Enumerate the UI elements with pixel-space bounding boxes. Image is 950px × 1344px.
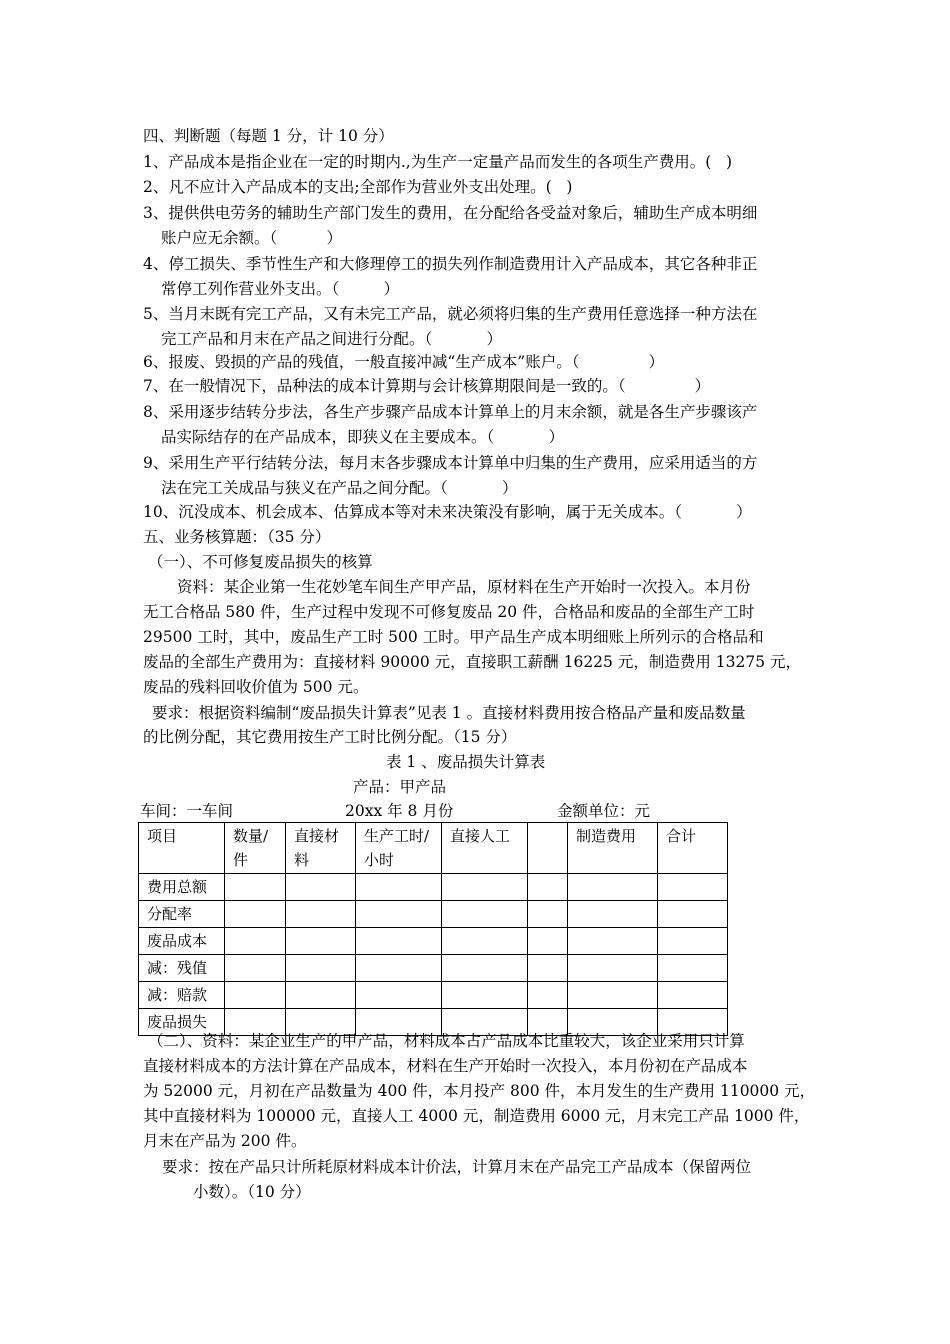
part2-line-5: 月末在产品为 200 件。 — [143, 1132, 307, 1150]
tf-question-10: 10、沉没成本、机会成本、估算成本等对未来决策没有影响，属于无关成本。（ ） — [143, 503, 752, 521]
table-row — [139, 901, 728, 928]
col-header-quantity: 数量/件 — [225, 823, 286, 874]
requirement-line-2: 的比例分配，其它费用按生产工时比例分配。（15 分） — [143, 728, 517, 746]
row-label-allocation-rate: 分配率 — [139, 901, 225, 928]
col-header-overhead: 制造费用 — [568, 823, 658, 874]
col-header-item: 项目 — [139, 823, 225, 874]
table-row — [139, 955, 728, 982]
tf-question-4: 4、停工损失、季节性生产和大修理停工的损失列作制造费用计入产品成本，其它各种非正 — [143, 255, 758, 273]
material-line-2: 无工合格品 580 件，生产过程中发现不可修复废品 20 件，合格品和废品的全部生产工时 — [143, 603, 755, 621]
table-row — [139, 874, 728, 901]
table-workshop: 车间：一车间 — [140, 802, 234, 820]
table-row — [139, 928, 728, 955]
part2-line-3: 为 52000 元，月初在产品数量为 400 件，本月投产 800 件，本月发生的生产费用 110000 元， — [143, 1082, 816, 1100]
tf-question-6: 6、报废、毁损的产品的残值，一般直接冲减“生产成本”账户。（ ） — [143, 353, 664, 371]
col-header-total: 合计 — [658, 823, 728, 874]
part2-line-2: 直接材料成本的方法计算在产品成本，材料在生产开始时一次投入，本月份初在产品成本 — [143, 1057, 748, 1075]
material-line-4: 废品的全部生产费用为：直接材料 90000 元，直接职工薪酬 16225 元，制造费用 13275 元， — [143, 653, 801, 671]
section4-title: 四、判断题（每题 1 分，计 10 分） — [143, 127, 394, 145]
col-header-blank — [528, 823, 568, 874]
row-label-scrap-cost: 废品成本 — [139, 928, 225, 955]
col-header-direct-material: 直接材料 — [286, 823, 356, 874]
row-label-total-cost: 费用总额 — [139, 874, 225, 901]
tf-question-8-cont: 品实际结存的在产品成本，即狭义在主要成本。（ ） — [161, 428, 564, 446]
table-title: 表 1 、废品损失计算表 — [386, 753, 546, 771]
tf-question-3-cont: 账户应无余额。（ ） — [161, 229, 343, 247]
tf-question-9-cont: 法在完工关成品与狭义在产品之间分配。（ ） — [161, 479, 518, 497]
table-unit: 金额单位：元 — [557, 802, 651, 820]
table-row — [139, 982, 728, 1009]
part2-line-4: 其中直接材料为 100000 元，直接人工 4000 元，制造费用 6000 元，月末完工产品 1000 件， — [143, 1107, 810, 1125]
row-label-scrap-loss: 废品损失 — [139, 1009, 225, 1036]
tf-question-1: 1、产品成本是指企业在一定的时期内.,为生产一定量产品而发生的各项生产费用。( ) — [143, 153, 733, 171]
part2-requirement: 要求：按在产品只计所耗原材料成本计价法，计算月末在产品完工产品成本（保留两位 — [162, 1158, 752, 1176]
tf-question-3: 3、提供供电劳务的辅助生产部门发生的费用，在分配给各受益对象后，辅助生产成本明细 — [143, 204, 758, 222]
table-header-row — [139, 823, 728, 874]
tf-question-8: 8、采用逐步结转分步法，各生产步骤产品成本计算单上的月末余额，就是各生产步骤该产 — [143, 403, 758, 421]
tf-question-5: 5、当月末既有完工产品，又有未完工产品，就必须将归集的生产费用任意选择一种方法在 — [143, 305, 758, 323]
requirement-line-1: 要求：根据资料编制“废品损失计算表”见表 1 。直接材料费用按合格品产量和废品数量 — [152, 704, 746, 722]
scrap-loss-table — [138, 822, 728, 1036]
part2-line-1: （二）、资料：某企业生产的甲产品，材料成本占产品成本比重较大，该企业采用只计算 — [148, 1032, 745, 1050]
col-header-direct-labor: 直接人工 — [442, 823, 528, 874]
material-line-3: 29500 工时，其中，废品生产工时 500 工时。甲产品生产成本明细账上所列示的合格品和 — [143, 628, 764, 646]
material-line-5: 废品的残料回收价值为 500 元。 — [143, 678, 369, 696]
part2-requirement-cont: 小数）。（10 分） — [193, 1183, 311, 1201]
section5-title: 五、业务核算题：（35 分） — [143, 528, 331, 546]
tf-question-9: 9、采用生产平行结转分法，每月末各步骤成本计算单中归集的生产费用，应采用适当的方 — [143, 454, 758, 472]
row-label-less-compensation: 减：赔款 — [139, 982, 225, 1009]
tf-question-7: 7、在一般情况下，品种法的成本计算期与会计核算期限间是一致的。（ ） — [143, 377, 711, 395]
tf-question-5-cont: 完工产品和月末在产品之间进行分配。（ ） — [161, 330, 502, 348]
part1-title: （一）、不可修复废品损失的核算 — [148, 553, 373, 571]
tf-question-2: 2、凡不应计入产品成本的支出;全部作为营业外支出处理。( ) — [143, 178, 573, 196]
table-product: 产品：甲产品 — [353, 778, 447, 796]
material-line-1: 资料：某企业第一生花妙笔车间生产甲产品，原材料在生产开始时一次投入。本月份 — [177, 578, 751, 596]
table-period: 20xx 年 8 月份 — [345, 802, 454, 820]
col-header-labor-hours: 生产工时/小时 — [356, 823, 442, 874]
tf-question-4-cont: 常停工列作营业外支出。（ ） — [161, 280, 400, 298]
row-label-less-residual: 减：残值 — [139, 955, 225, 982]
